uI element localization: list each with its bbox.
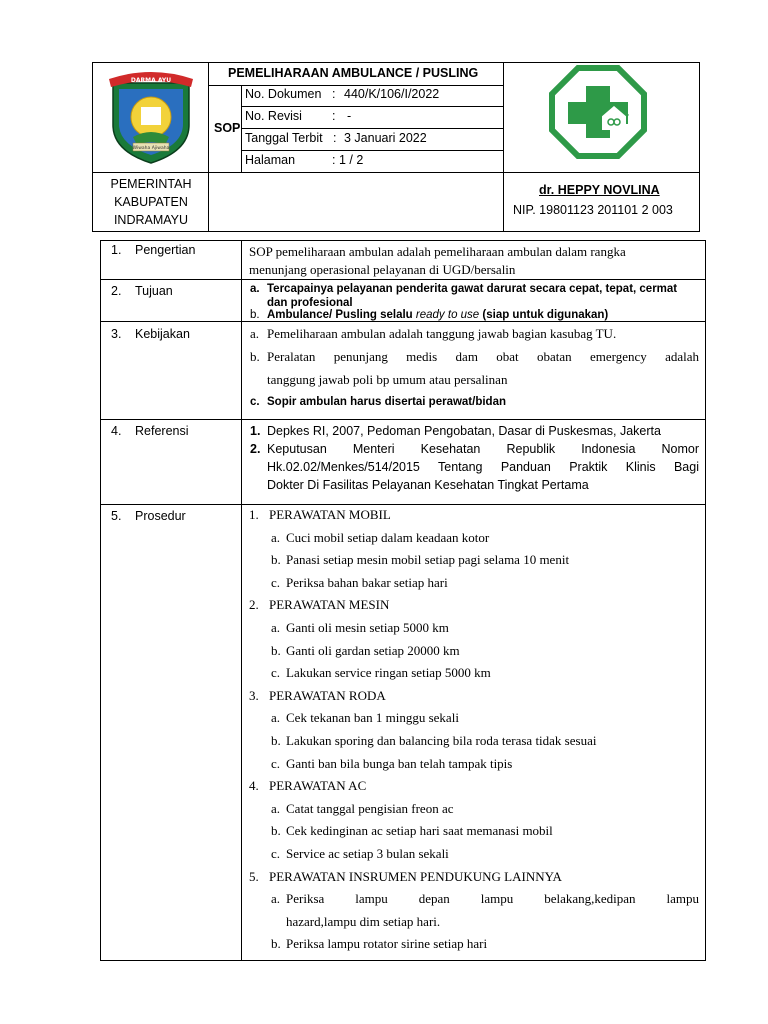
prosedur-item: Ganti oli mesin setiap 5000 km — [286, 620, 449, 635]
prosedur-group-marker: 4. — [249, 778, 259, 794]
prosedur-item: Ganti oli gardan setiap 20000 km — [286, 642, 460, 658]
prosedur-item-marker: b. — [271, 642, 281, 658]
field-separator: : — [333, 131, 337, 145]
referensi-marker: 2. — [250, 442, 261, 456]
prosedur-item-marker: c. — [271, 755, 281, 771]
org-line: PEMERINTAH — [110, 177, 192, 191]
prosedur-item-marker: b. — [271, 823, 281, 839]
prosedur-item-marker: b. — [271, 552, 281, 568]
kebijakan-b-marker: b. — [250, 349, 260, 364]
emblem-motto-top: DARMA AYU — [130, 77, 172, 84]
tujuan-b-pre: Ambulance/ Pusling selalu — [267, 309, 416, 321]
referensi-item-line: Keputusan Menteri Kesehatan Republik Indonesia Nomor — [267, 442, 699, 456]
section-label-kebijakan — [111, 327, 190, 341]
kebijakan-b-line: tanggung jawab poli bp umum atau persalinan — [267, 372, 508, 387]
puskesmas-logo-icon — [548, 64, 648, 160]
field-no-dokumen-label: No. Dokumen — [245, 87, 322, 101]
prosedur-group-marker: 5. — [249, 868, 259, 884]
prosedur-item-marker: b. — [271, 936, 281, 952]
kebijakan-a-marker: a. — [250, 326, 260, 341]
org-name — [107, 175, 195, 229]
field-halaman-value: 1 / 2 — [339, 153, 364, 167]
tujuan-b-marker: b. — [250, 309, 260, 321]
prosedur-item-marker: c. — [271, 846, 281, 861]
tujuan-a-marker: a. — [250, 283, 260, 295]
field-no-revisi-label: No. Revisi — [245, 109, 302, 123]
document-title: PEMELIHARAAN AMBULANCE / PUSLING — [228, 66, 479, 80]
prosedur-item-marker: b. — [271, 733, 281, 748]
prosedur-item: Lakukan service ringan setiap 5000 km — [286, 665, 491, 681]
section-number: 4. — [111, 424, 122, 438]
emblem-motto-bottom: Wiwaha Ajiwaha — [132, 146, 170, 151]
prosedur-group-title: PERAWATAN AC — [269, 778, 367, 794]
field-separator: : — [332, 109, 336, 123]
section-label-text: Referensi — [135, 424, 189, 438]
field-halaman-label: Halaman — [245, 153, 296, 167]
prosedur-item: Periksa lampu depan lampu belakang,kedipan lampu — [286, 891, 699, 907]
indramayu-emblem-icon — [103, 67, 199, 167]
prosedur-group-title: PERAWATAN MESIN — [269, 597, 390, 613]
referensi-item-line: Dokter Di Fasilitas Pelayanan Kesehatan Tingkat Pertama — [267, 478, 589, 492]
prosedur-item: Cek kedinginan ac setiap hari saat memanasi mobil — [286, 823, 553, 839]
section-number: 3. — [111, 327, 122, 341]
prosedur-group-title: PERAWATAN MOBIL — [269, 507, 391, 522]
section-label-tujuan — [111, 284, 173, 298]
sop-label: SOP — [214, 121, 241, 135]
prosedur-item: Periksa lampu rotator sirine setiap hari — [286, 936, 488, 952]
pengertian-text — [249, 243, 699, 279]
section-number: 2. — [111, 284, 122, 298]
prosedur-item-marker: a. — [271, 620, 281, 635]
prosedur-item: Cuci mobil setiap dalam keadaan kotor — [286, 529, 490, 545]
section-label-text: Prosedur — [135, 509, 186, 523]
pengertian-line: SOP pemeliharaan ambulan adalah pemeliharaan ambulan dalam rangka — [249, 244, 626, 259]
referensi-item: Depkes RI, 2007, Pedoman Pengobatan, Dasar di Puskesmas, Jakerta — [267, 424, 661, 438]
prosedur-group-title: PERAWATAN RODA — [269, 687, 386, 703]
pengertian-line: menunjang operasional pelayanan di UGD/bersalin — [249, 262, 516, 277]
prosedur-group-marker: 3. — [249, 687, 259, 703]
section-number: 1. — [111, 243, 122, 257]
field-no-dokumen-value: 440/K/106/I/2022 — [344, 87, 440, 101]
section-label-text: Tujuan — [135, 284, 173, 298]
tujuan-a-line: Tercapainya pelayanan penderita gawat darurat secara cepat, tepat, cermat — [267, 283, 678, 295]
field-tanggal-label: Tanggal Terbit — [245, 131, 323, 145]
prosedur-item: Service ac setiap 3 bulan sekali — [286, 846, 449, 861]
org-line: KABUPATEN — [114, 195, 188, 209]
tujuan-b-text — [267, 309, 608, 321]
prosedur-item: Panasi setiap mesin mobil setiap pagi selama 10 menit — [286, 552, 570, 568]
org-line: INDRAMAYU — [113, 213, 189, 227]
section-label-pengertian — [111, 243, 195, 257]
tujuan-b-italic: ready to use — [415, 309, 480, 321]
prosedur-item: Ganti ban bila bunga ban telah tampak tipis — [286, 755, 513, 771]
prosedur-item: Periksa bahan bakar setiap hari — [286, 574, 448, 590]
prosedur-group-title: PERAWATAN INSRUMEN PENDUKUNG LAINNYA — [269, 868, 562, 884]
field-separator: : — [332, 87, 336, 101]
section-label-prosedur — [111, 509, 186, 523]
section-label-text: Kebijakan — [135, 327, 190, 341]
field-no-revisi-value: - — [347, 109, 352, 123]
sop-header — [92, 62, 700, 232]
prosedur-group-marker: 2. — [249, 597, 259, 613]
prosedur-item: hazard,lampu dim setiap hari. — [286, 913, 441, 929]
tujuan-b-post: (siap untuk digunakan) — [479, 309, 609, 321]
signer-name: dr. HEPPY NOVLINA — [539, 183, 660, 197]
kebijakan-b-line: Peralatan penunjang medis dam obat obatan emergency adalah — [267, 349, 699, 364]
kebijakan-a-text: Pemeliharaan ambulan adalah tanggung jawab bagian kasubag TU. — [267, 326, 617, 341]
prosedur-item-marker: c. — [271, 665, 281, 681]
prosedur-item-marker: c. — [271, 574, 281, 590]
signer-nip: NIP. 19801123 201101 2 003 — [513, 203, 673, 217]
prosedur-group-marker: 1. — [249, 507, 259, 522]
field-separator: : — [332, 153, 336, 167]
prosedur-item-marker: a. — [271, 891, 281, 907]
tujuan-a-line: dan profesional — [267, 297, 353, 309]
prosedur-item-marker: a. — [271, 710, 281, 726]
referensi-marker: 1. — [250, 424, 261, 438]
kebijakan-c-text: Sopir ambulan harus disertai perawat/bidan — [267, 396, 507, 408]
field-tanggal-value: 3 Januari 2022 — [344, 131, 427, 145]
prosedur-item-marker: a. — [271, 800, 281, 816]
section-number: 5. — [111, 509, 122, 523]
section-label-text: Pengertian — [135, 243, 196, 257]
prosedur-item-marker: a. — [271, 529, 281, 545]
section-label-referensi — [111, 424, 189, 438]
sop-body-table — [100, 240, 706, 961]
prosedur-item: Catat tanggal pengisian freon ac — [286, 800, 454, 816]
prosedur-item: Lakukan sporing dan balancing bila roda terasa tidak sesuai — [286, 733, 597, 748]
kebijakan-c-marker: c. — [250, 396, 260, 408]
referensi-item-line: Hk.02.02/Menkes/514/2015 Tentang Panduan Praktik Klinis Bagi — [267, 460, 699, 474]
prosedur-item: Cek tekanan ban 1 minggu sekali — [286, 710, 459, 726]
